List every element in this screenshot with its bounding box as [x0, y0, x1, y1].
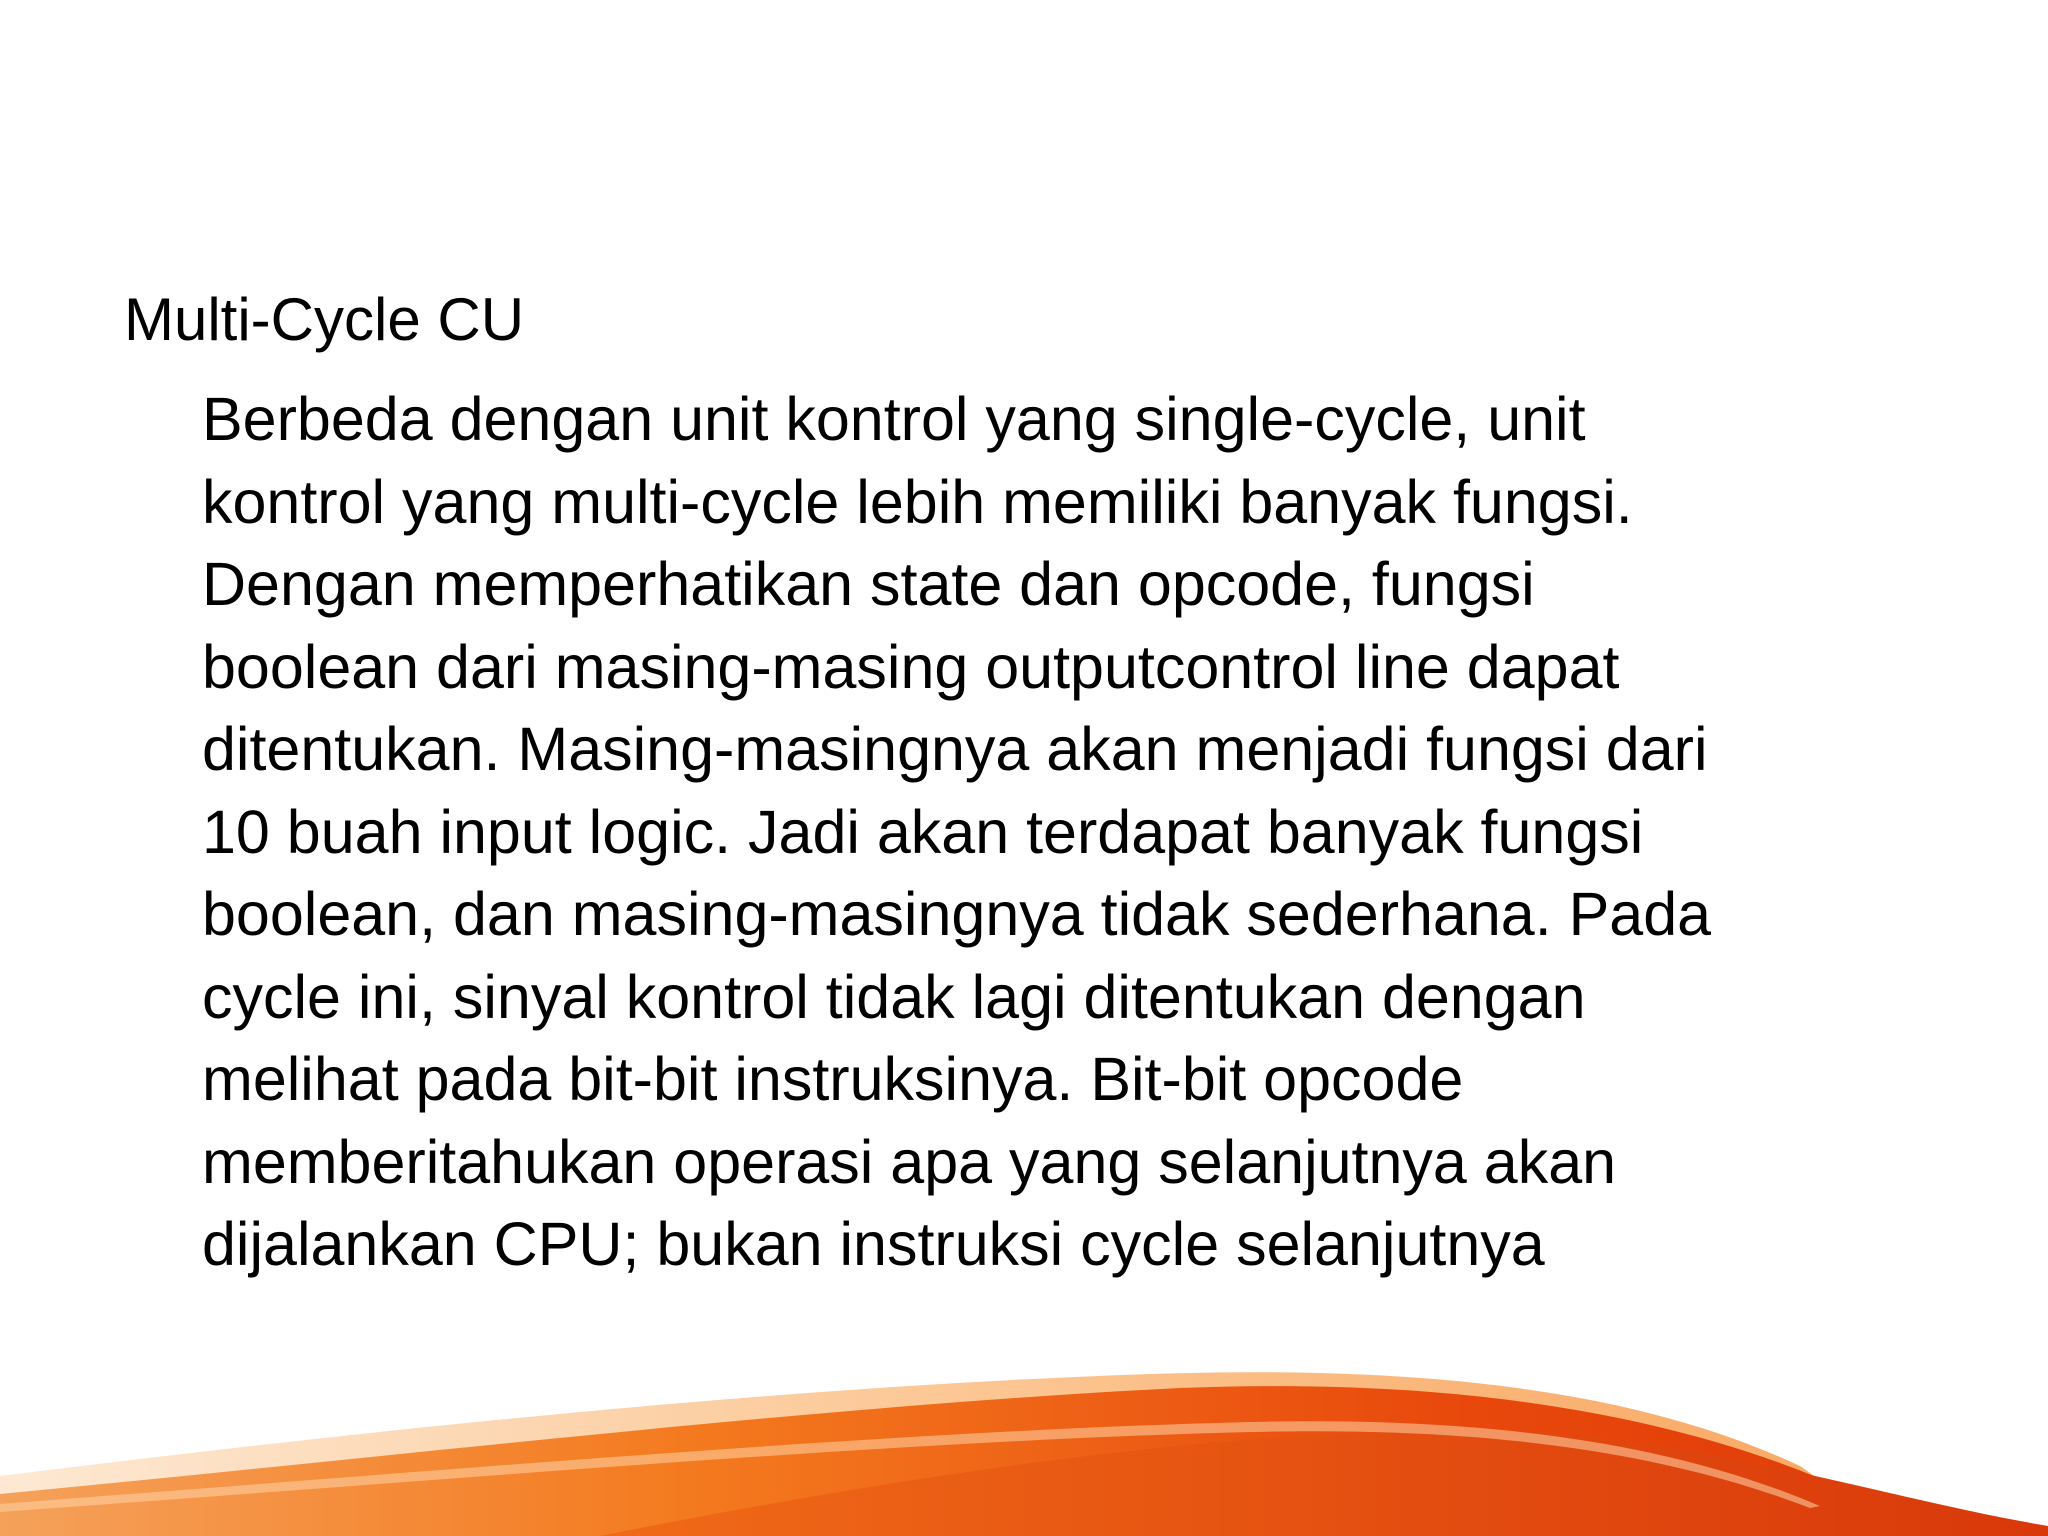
body-line: 10 buah input logic. Jadi akan terdapat banyak fungsi	[202, 797, 1644, 866]
slide-body	[202, 378, 1922, 1286]
body-line: Berbeda dengan unit kontrol yang single-cycle, unit	[202, 385, 1586, 453]
body-line: memberitahukan operasi apa yang selanjutnya akan	[202, 1127, 1617, 1196]
body-line: melihat pada bit-bit instruksinya. Bit-bit opcode	[202, 1045, 1464, 1113]
slide-heading: Multi-Cycle CU	[124, 286, 525, 353]
body-line: boolean, dan masing-masingnya tidak sederhana. Pada	[202, 880, 1712, 948]
body-line: ditentukan. Masing-masingnya akan menjadi fungsi dari	[202, 715, 1708, 783]
body-line: Dengan memperhatikan state dan opcode, fungsi	[202, 550, 1535, 618]
decorative-orange-wave	[0, 1326, 2048, 1536]
body-line: cycle ini, sinyal kontrol tidak lagi ditentukan dengan	[202, 962, 1586, 1031]
body-line: kontrol yang multi-cycle lebih memiliki banyak fungsi.	[202, 467, 1633, 536]
body-line: boolean dari masing-masing outputcontrol line dapat	[202, 632, 1620, 701]
body-line: dijalankan CPU; bukan instruksi cycle selanjutnya	[202, 1210, 1545, 1278]
